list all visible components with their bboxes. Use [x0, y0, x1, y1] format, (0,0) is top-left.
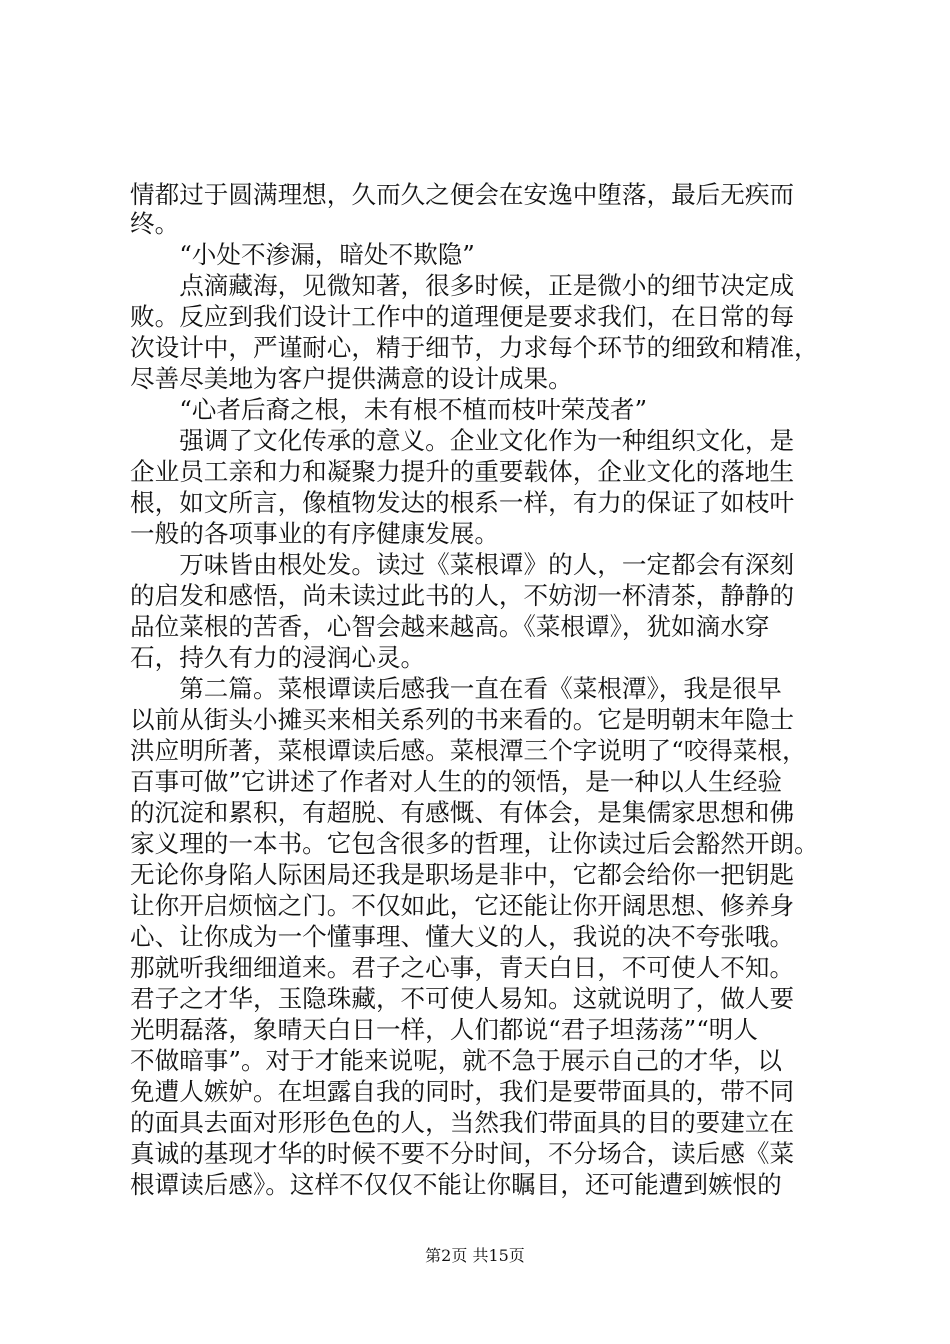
- text-line: 一般的各项事业的有序健康发展。: [130, 519, 499, 548]
- text-line: 第二篇。菜根谭读后感我一直在看《菜根潭》，我是很早: [130, 674, 782, 703]
- text-line: 光明磊落，象晴天白日一样，人们都说“君子坦荡荡”“明人: [130, 1015, 758, 1044]
- text-line: 心、让你成为一个懂事理、懂大义的人，我说的决不夸张哦。: [130, 922, 795, 951]
- text-line: 洪应明所著，菜根谭读后感。菜根潭三个字说明了“咬得菜根，: [130, 736, 807, 765]
- text-line: 尽善尽美地为客户提供满意的设计成果。: [130, 364, 573, 393]
- page-number: 第2页 共15页: [425, 1246, 525, 1265]
- text-line: 万味皆由根处发。读过《菜根谭》的人，一定都会有深刻: [130, 550, 795, 579]
- text-line: 石，持久有力的浸润心灵。: [130, 643, 426, 672]
- text-line: 根，如文所言，像植物发达的根系一样，有力的保证了如枝叶: [130, 488, 795, 517]
- text-line: 企业员工亲和力和凝聚力提升的重要载体，企业文化的落地生: [130, 457, 795, 486]
- text-line: 强调了文化传承的意义。企业文化作为一种组织文化，是: [130, 426, 795, 455]
- text-line: 不做暗事”。对于才能来说呢，就不急于展示自己的才华，以: [130, 1046, 783, 1075]
- text-line: 根谭读后感》。这样不仅仅不能让你瞩目，还可能遭到嫉恨的: [130, 1170, 782, 1199]
- text-line: 君子之才华，玉隐珠藏，不可使人易知。这就说明了，做人要: [130, 984, 795, 1013]
- text-line: 以前从街头小摊买来相关系列的书来看的。它是明朝末年隐士: [130, 705, 795, 734]
- text-line: 真诚的基现才华的时候不要不分时间，不分场合，读后感《菜: [130, 1139, 795, 1168]
- text-line: 情都过于圆满理想，久而久之便会在安逸中堕落，最后无疾而: [130, 180, 795, 209]
- text-line: 家义理的一本书。它包含很多的哲理，让你读过后会豁然开朗。: [130, 829, 819, 858]
- text-line: 次设计中，严谨耐心，精于细节，力求每个环节的细致和精准，: [130, 333, 819, 362]
- text-line: 的启发和感悟，尚未读过此书的人，不妨沏一杯清茶，静静的: [130, 581, 795, 610]
- text-line: “小处不渗漏，暗处不欺隐”: [130, 240, 475, 269]
- text-line: 点滴藏海，见微知著，很多时候，正是微小的细节决定成: [130, 271, 795, 300]
- text-line: 的面具去面对形形色色的人，当然我们带面具的目的要建立在: [130, 1108, 795, 1137]
- text-line: 的沉淀和累积，有超脱、有感慨、有体会，是集儒家思想和佛: [130, 798, 795, 827]
- text-line: 品位菜根的苦香，心智会越来越高。《菜根谭》，犹如滴水穿: [130, 612, 770, 641]
- text-line: 那就听我细细道来。君子之心事，青天白日，不可使人不知。: [130, 953, 795, 982]
- text-line: “心者后裔之根，未有根不植而枝叶荣茂者”: [130, 395, 648, 424]
- text-line: 百事可做”它讲述了作者对人生的的领悟，是一种以人生经验: [130, 767, 783, 796]
- text-line: 无论你身陷人际困局还我是职场是非中，它都会给你一把钥匙: [130, 860, 795, 889]
- text-line: 让你开启烦恼之门。不仅如此，它还能让你开阔思想、修养身: [130, 891, 795, 920]
- text-line: 免遭人嫉妒。在坦露自我的同时，我们是要带面具的，带不同: [130, 1077, 795, 1106]
- text-line: 终。: [130, 209, 180, 238]
- text-line: 败。反应到我们设计工作中的道理便是要求我们，在日常的每: [130, 302, 795, 331]
